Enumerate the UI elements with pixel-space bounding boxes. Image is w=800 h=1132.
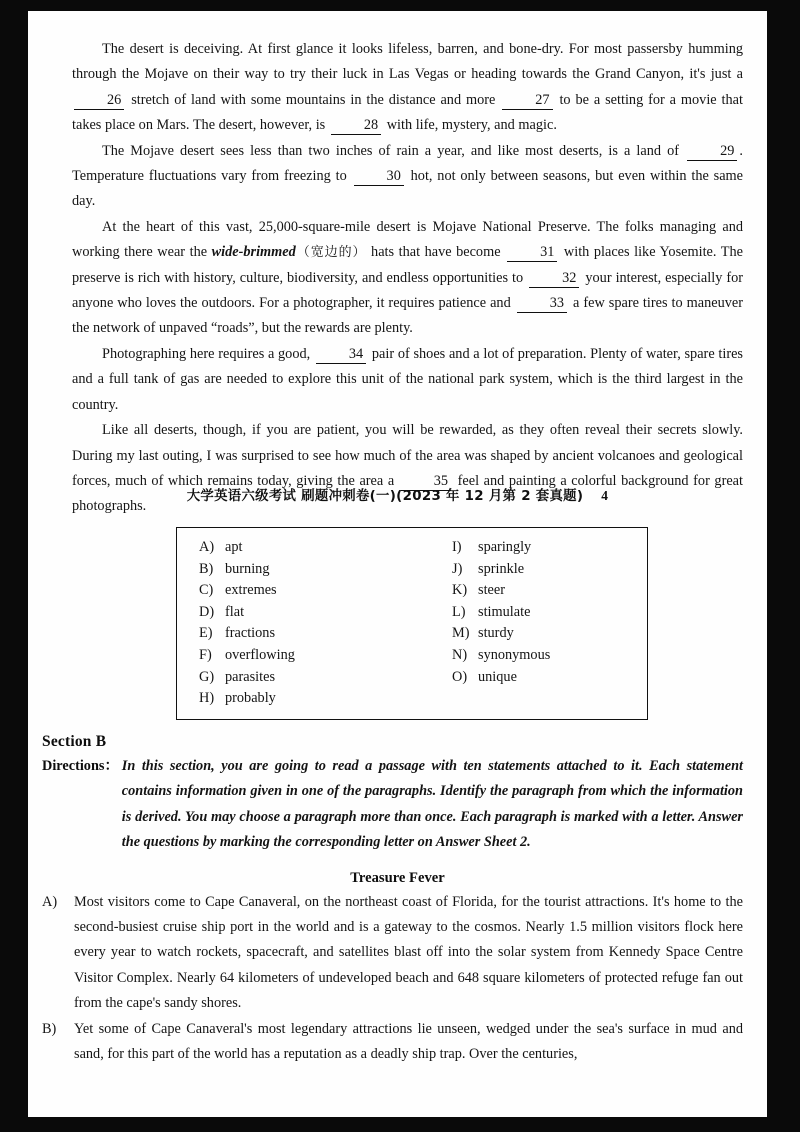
option-letter: O): [452, 668, 468, 685]
answer-blank[interactable]: 35: [401, 473, 451, 491]
answer-blank[interactable]: 28: [331, 117, 381, 135]
option-letter: H): [199, 690, 215, 707]
word-bank-item[interactable]: [199, 580, 412, 602]
footer-title: 大学英语六级考试 刷题冲刺卷(一)(2023 年 12 月第 2 套真题): [186, 488, 584, 504]
option-letter: A): [199, 539, 215, 555]
option-word: extremes: [225, 582, 277, 599]
answer-blank[interactable]: 33: [517, 295, 567, 313]
answer-blank[interactable]: 31: [507, 244, 557, 262]
answer-blank[interactable]: 26: [74, 92, 124, 110]
paragraph-text: Yet some of Cape Canaveral's most legendary attractions lie unseen, wedged under the sea's surface in mud and sand, for this part of the world has a reputation as a deadly ship trap. Over the centuries,: [74, 1020, 743, 1063]
option-letter: F): [199, 646, 212, 663]
option-letter: M): [452, 625, 470, 642]
answer-blank[interactable]: 32: [529, 270, 579, 288]
glossed-term: wide-brimmed: [211, 244, 296, 261]
option-letter: J): [452, 560, 463, 577]
word-bank-item[interactable]: [452, 602, 647, 624]
answer-blank[interactable]: 29: [687, 143, 737, 161]
word-bank-item[interactable]: [199, 559, 412, 581]
passage-paragraph: Like all deserts, though, if you are patient, you will be rewarded, as they often reveal their secrets slowly. During my last outing, I was surprised to see how much of the area was shaped by ancient volcanoes and geological forces, much of which remains today, giving the area a 35 feel and painting a colorful background for great photographs.: [72, 422, 743, 515]
option-letter: K): [452, 582, 468, 599]
page-sheet: [28, 11, 767, 1117]
option-word: fractions: [225, 625, 276, 642]
word-bank-item[interactable]: [199, 537, 412, 559]
option-letter: N): [452, 646, 468, 663]
option-word: synonymous: [478, 646, 551, 663]
answer-blank[interactable]: 30: [354, 168, 404, 186]
page-footer: [28, 485, 767, 504]
paragraph-letter: A): [42, 893, 58, 910]
article-title: Treasure Fever: [350, 869, 445, 886]
word-bank-item[interactable]: [199, 602, 412, 624]
word-bank-column-left: [177, 537, 412, 719]
cloze-passage: [72, 11, 743, 520]
page-number: 4: [601, 487, 609, 503]
option-word: parasites: [225, 668, 276, 685]
word-bank-item[interactable]: [199, 645, 412, 667]
word-bank-item[interactable]: [452, 537, 647, 559]
passage-paragraph: The desert is deceiving. At first glance it looks lifeless, barren, and bone-dry. For most passersby humming through the Mojave on their way to try their luck in Las Vegas or heading towards the Grand Canyon, it's just a 26 stretch of land with some mountains in the distance and more 27 to be a setting for a movie that takes place on Mars. The desert, however, is 28 with life, mystery, and magic.: [72, 41, 743, 134]
chinese-gloss: （宽边的）: [295, 245, 367, 261]
word-bank-item[interactable]: [199, 623, 412, 645]
paragraph-text: Most visitors come to Cape Canaveral, on the northeast coast of Florida, for the tourist attractions. It's home to the second-busiest cruise ship port in the world and is a gateway to the cosmos. Nearly 1.5 million visitors flock here every year to watch rockets, spacecraft, and satellites blast off into the solar system from Kennedy Space Centre Visitor Complex. Nearly 64 kilometers of undeveloped beach and 648 square kilometers of protected refuge fan out from the cape's sandy shores.: [74, 893, 743, 1012]
word-bank-item[interactable]: [199, 667, 412, 689]
option-letter: I): [452, 539, 462, 555]
option-word: flat: [225, 603, 245, 620]
option-word: steer: [478, 582, 505, 599]
article-paragraph: [42, 890, 743, 1017]
section-b-heading: Section B: [42, 733, 107, 750]
word-bank-column-right: [412, 537, 647, 719]
option-letter: L): [452, 603, 466, 620]
article-paragraph: [42, 1017, 743, 1068]
option-word: sturdy: [478, 625, 514, 642]
option-letter: B): [199, 560, 214, 577]
word-bank-box: [176, 527, 648, 720]
option-word: unique: [478, 668, 517, 685]
directions-label: Directions：: [42, 758, 119, 774]
option-word: sparingly: [478, 539, 532, 555]
word-bank-item[interactable]: [199, 688, 412, 710]
word-bank-item[interactable]: [452, 580, 647, 602]
option-letter: C): [199, 582, 214, 599]
passage-paragraph: The Mojave desert sees less than two inches of rain a year, and like most deserts, is a land of 29 . Temperature fluctuations vary from freezing to 30 hot, not only between seasons, but even within the same day.: [72, 142, 744, 210]
word-bank-item[interactable]: [452, 667, 647, 689]
word-bank-item[interactable]: [452, 559, 647, 581]
option-word: apt: [225, 539, 243, 555]
page-content: [28, 11, 767, 1063]
option-letter: G): [199, 668, 215, 685]
word-bank-item[interactable]: [452, 645, 647, 667]
option-word: stimulate: [478, 603, 531, 620]
option-word: sprinkle: [478, 560, 525, 577]
answer-blank[interactable]: 27: [502, 92, 552, 110]
answer-blank[interactable]: 34: [316, 346, 366, 364]
word-bank-item[interactable]: [452, 623, 647, 645]
section-b: [28, 733, 767, 1067]
option-word: overflowing: [225, 646, 295, 663]
passage-paragraph: At the heart of this vast, 25,000-square-mile desert is Mojave National Preserve. The folks managing and working there wear the wide-brimmed（宽边的） hats that have become 31 with places like Yosemite. The preserve is rich with history, culture, biodiversity, and endless opportunities to 32 your interest, especially for anyone who loves the outdoors. For a photographer, it requires patience and 33 a few spare tires to maneuver the network of unpaved “roads”, but the rewards are plenty.: [72, 218, 743, 337]
passage-paragraph: Photographing here requires a good, 34 pair of shoes and a lot of preparation. Plenty of water, spare tires and a full tank of gas are needed to explore this unit of the national park system, which is the third largest in the country.: [72, 345, 743, 413]
paragraph-letter: B): [42, 1020, 57, 1037]
option-word: probably: [225, 690, 276, 707]
option-letter: D): [199, 603, 215, 620]
directions-block: [42, 754, 743, 856]
option-letter: E): [199, 625, 213, 642]
directions-text: In this section, you are going to read a passage with ten statements attached to it. Each statement contains information given in one of the paragraphs. Identify the paragraph from which the information is derived. You may choose a paragraph more than once. Each paragraph is marked with a letter. Answer the questions by marking the corresponding letter on Answer Sheet 2.: [121, 758, 743, 851]
option-word: burning: [225, 560, 270, 577]
